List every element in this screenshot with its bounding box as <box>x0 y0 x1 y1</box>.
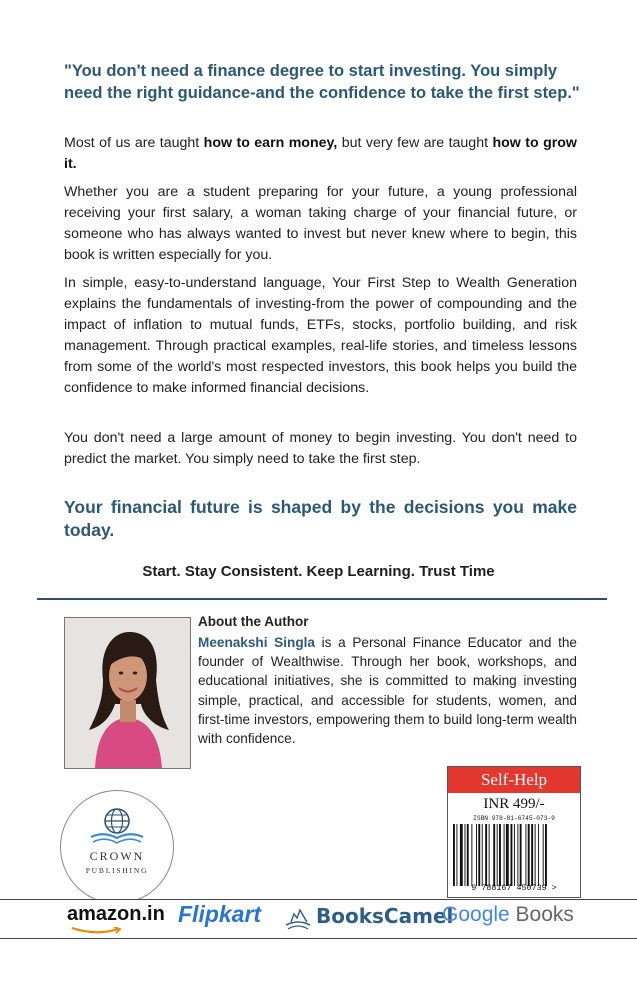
price-label: INR 499/- <box>483 796 545 812</box>
isbn-label: ISBN 978-81-6745-073-9 <box>473 815 555 822</box>
amazon-logo[interactable]: amazon.in <box>67 903 165 925</box>
tagline: Start. Stay Consistent. Keep Learning. Trust Time <box>142 563 495 580</box>
publisher-name: CROWN <box>89 849 145 863</box>
intro-text-c: but very few are taught <box>337 135 493 151</box>
intro-emphasis-earn: how to earn money, <box>203 135 338 151</box>
category-label: Self-Help <box>448 767 580 793</box>
amazon-smile-icon <box>70 927 122 935</box>
author-bio-text: is a Personal Finance Educator and the founder of Wealthwise. Through her book, workshops, and educational initiatives, she is committed to making investing simple, practical, and accessible for students, women, and first-time investors, empowering them to build long-term wealth with confidence. <box>198 635 577 747</box>
google-books-logo[interactable] <box>442 903 574 927</box>
author-name: Meenakshi Singla <box>198 635 315 650</box>
google-wordmark: Google <box>442 903 510 926</box>
intro-paragraph <box>64 133 577 175</box>
author-portrait-illustration <box>65 618 190 768</box>
price-barcode-box <box>447 766 581 898</box>
books-wordmark: Books <box>509 903 574 926</box>
closing-statement: Your financial future is shaped by the decisions you make today. <box>64 497 577 540</box>
barcode-number: 9 788167 450739 > <box>471 883 557 893</box>
content-paragraph: In simple, easy-to-understand language, Your First Step to Wealth Generation explains the fundamentals of investing-from the power of compounding and the impact of inflation to mutual funds, ETFs, stocks, portfolio building, and risk management. Through practical examples, real-life stories, and timeless lessons from some of the world's most respected investors, this book helps you build the confidence to make informed financial decisions. <box>64 275 577 396</box>
about-author-heading: About the Author <box>198 614 309 629</box>
publisher-subname: PUBLISHING <box>85 866 149 875</box>
globe-book-icon <box>61 791 173 851</box>
barcode <box>453 824 571 886</box>
back-cover-quote: "You don't need a finance degree to start investing. You simply need the right guidance-and the confidence to take the first step." <box>64 62 580 102</box>
flipkart-logo[interactable]: Flipkart <box>178 901 262 927</box>
encouragement-paragraph: You don't need a large amount of money to begin investing. You don't need to predict the market. You simply need to take the first step. <box>64 430 577 467</box>
section-divider <box>37 598 607 600</box>
bookscamel-logo[interactable]: BooksCamel <box>316 904 454 928</box>
bookscamel-icon <box>283 905 313 931</box>
retailer-bar <box>0 899 637 939</box>
intro-text-a: Most of us are taught <box>64 135 204 151</box>
publisher-logo <box>60 790 174 904</box>
audience-paragraph: Whether you are a student preparing for your future, a young professional receiving your first salary, a woman taking charge of your financial future, or someone who has always wanted to invest but never knew where to begin, this book is written especially for you. <box>64 184 577 263</box>
author-bio <box>198 633 577 748</box>
intro-emphasis-grow: how to grow it. <box>64 135 577 172</box>
author-photo <box>64 617 191 769</box>
